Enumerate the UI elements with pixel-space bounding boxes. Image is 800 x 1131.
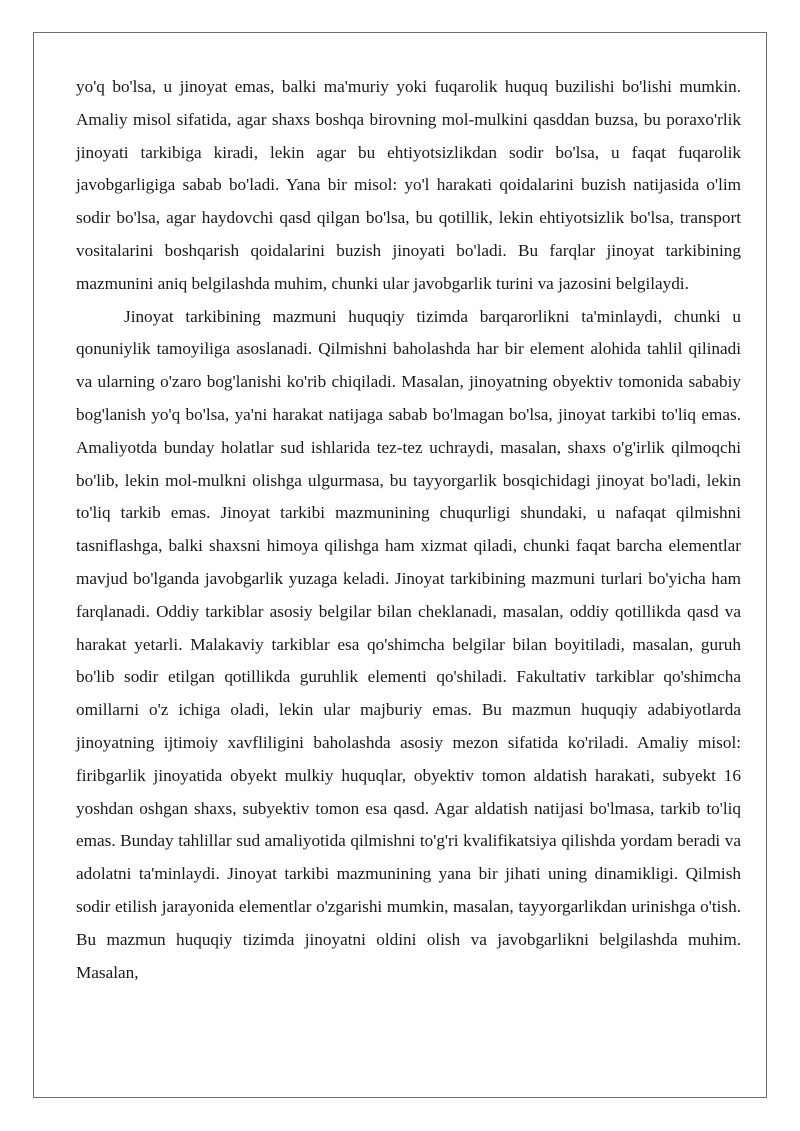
paragraph-2: Jinoyat tarkibining mazmuni huquqiy tizimda barqarorlikni ta'minlaydi, chunki u qonuniylik tamoyiliga asoslanadi. Qilmishni baholashda har bir element alohida tahlil qilinadi va ularning o'zaro bog'lanishi ko'rib chiqiladi. Masalan, jinoyatning obyektiv tomonida sababiy bog'lanish yo'q bo'lsa, ya'ni harakat natijaga sabab bo'lmagan bo'lsa, jinoyat tarkibi to'liq emas. Amaliyotda bunday holatlar sud ishlarida tez-tez uchraydi, masalan, shaxs o'g'irlik qilmoqchi bo'lib, lekin mol-mulkni olishga ulgurmasa, bu tayyorgarlik bosqichidagi jinoyat bo'ladi, lekin to'liq tarkib emas. Jinoyat tarkibi mazmunining chuqurligi shundaki, u nafaqat qilmishni tasniflashga, balki shaxsni himoya qilishga ham xizmat qiladi, chunki faqat barcha elementlar mavjud bo'lganda javobgarlik yuzaga keladi. Jinoyat tarkibining mazmuni turlari bo'yicha ham farqlanadi. Oddiy tarkiblar asosiy belgilar bilan cheklanadi, masalan, oddiy qotillikda qasd va harakat yetarli. Malakaviy tarkiblar esa qo'shimcha belgilar bilan boyitiladi, masalan, guruh bo'lib sodir etilgan qotillikda guruhlik elementi qo'shiladi. Fakultativ tarkiblar qo'shimcha omillarni o'z ichiga oladi, lekin ular majburiy emas. Bu mazmun huquqiy adabiyotlarda jinoyatning ijtimoiy xavfliligini baholashda asosiy mezon sifatida ko'riladi. Amaliy misol: firibgarlik jinoyatida obyekt mulkiy huquqlar, obyektiv tomon aldatish harakati, subyekt 16 yoshdan oshgan shaxs, subyektiv tomon esa qasd. Agar aldatish natijasi bo'lmasa, tarkib to'liq emas. Bunday tahlillar sud amaliyotida qilmishni to'g'ri kvalifikatsiya qilishda yordam beradi va adolatni ta'minlaydi. Jinoyat tarkibi mazmunining yana bir jihati uning dinamikligi. Qilmish sodir etilish jarayonida elementlar o'zgarishi mumkin, masalan, tayyorgarlikdan urinishga o'tish. Bu mazmun huquqiy tizimda jinoyatni oldini olish va javobgarlikni belgilashda muhim. Masalan, xyxy=(76,306,741,982)
paragraph-1: yo'q bo'lsa, u jinoyat emas, balki ma'muriy yoki fuqarolik huquq buzilishi bo'lishi mumkin. Amaliy misol sifatida, agar shaxs boshqa birovning mol-mulkini qasddan buzsa, bu poraxo'rlik jinoyati tarkibiga kiradi, lekin agar bu ehtiyotsizlikdan sodir bo'lsa, u faqat fuqarolik javobgarligiga sabab bo'ladi. Yana bir misol: yo'l harakati qoidalarini buzish natijasida o'lim sodir bo'lsa, agar haydovchi qasd qilgan bo'lsa, bu qotillik, lekin ehtiyotsizlik bo'lsa, transport vositalarini boshqarish qoidalarini buzish jinoyati bo'ladi. Bu farqlar jinoyat tarkibining mazmunini aniq belgilashda muhim, chunki ular javobgarlik turini va jazosini belgilaydi. xyxy=(76,77,741,293)
document-body xyxy=(76,71,741,989)
